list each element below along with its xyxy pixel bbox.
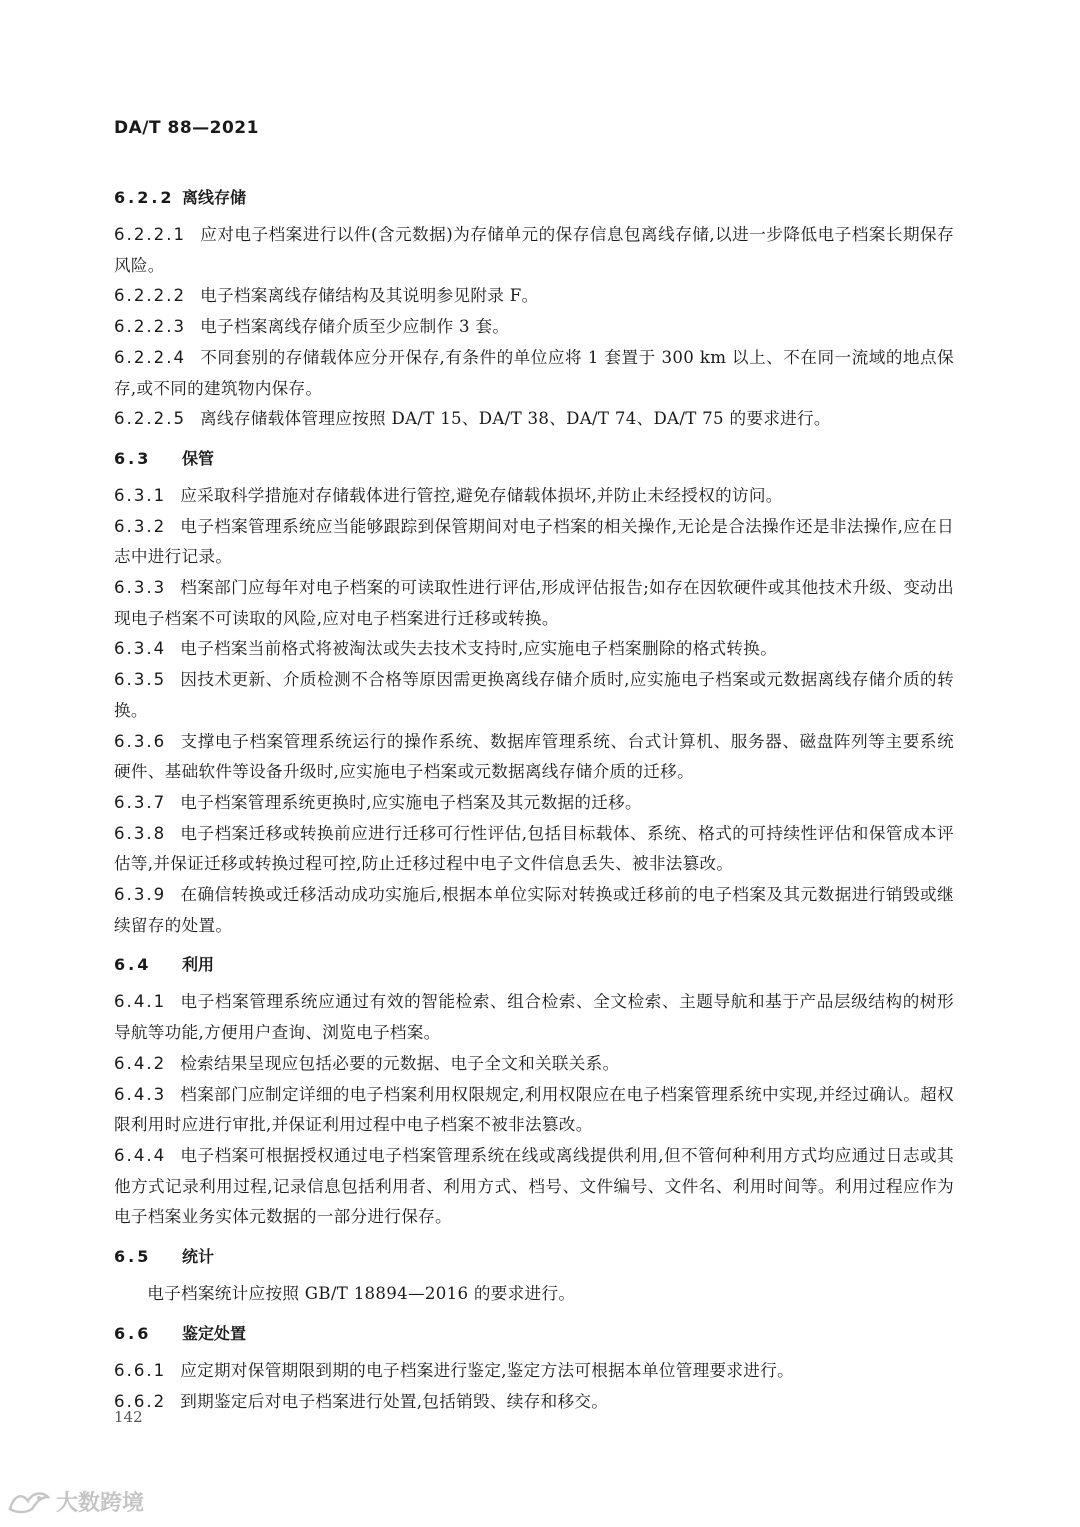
section-heading-6-5 (114, 1239, 954, 1275)
clause-text: 档案部门应制定详细的电子档案利用权限规定,利用权限应在电子档案管理系统中实现,并经过确认。超权限利用时应进行审批,并保证利用过程中电子档案不被非法篡改。 (114, 1084, 954, 1135)
clause-number: 6.3.3 (114, 578, 167, 598)
clause-number: 6.2.2.2 (114, 286, 187, 306)
clause-6-3-2 (114, 512, 954, 573)
clause-6-6-2 (114, 1387, 954, 1418)
clause-text: 档案部门应每年对电子档案的可读取性进行评估,形成评估报告;如存在因软硬件或其他技术升级、变动出现电子档案不可读取的风险,应对电子档案进行迁移或转换。 (114, 578, 954, 628)
clause-number: 6.3.9 (114, 885, 167, 905)
section-title: 保管 (182, 448, 215, 468)
section-number: 6.4 (114, 955, 152, 975)
clause-text: 因技术更新、介质检测不合格等原因需更换离线存储介质时,应实施电子档案或元数据离线存储介质的转换。 (114, 670, 954, 720)
clause-6-4-2 (114, 1049, 954, 1080)
section-heading-6-2-2 (114, 180, 954, 216)
clause-6-2-2-1 (114, 220, 954, 281)
section-number: 6.2.2 (114, 188, 175, 207)
clause-number: 6.6.1 (114, 1360, 167, 1380)
clause-number: 6.3.4 (114, 639, 167, 659)
clause-number: 6.3.2 (114, 516, 167, 536)
clause-text: 不同套别的存储载体应分开保存,有条件的单位应将 1 套置于 300 km 以上、不在同一流域的地点保存,或不同的建筑物内保存。 (114, 347, 954, 398)
clause-text: 应采取科学措施对存储载体进行管控,避免存储载体损坏,并防止未经授权的访问。 (180, 485, 783, 505)
clause-number: 6.2.2.3 (114, 317, 187, 337)
clause-number: 6.2.2.5 (114, 409, 187, 429)
clause-6-3-8 (114, 819, 954, 880)
clause-text: 离线存储载体管理应按照 DA/T 15、DA/T 38、DA/T 74、DA/T 75 的要求进行。 (200, 409, 831, 429)
clause-6-2-2-4 (114, 343, 954, 404)
clause-text: 电子档案管理系统更换时,应实施电子档案及其元数据的迁移。 (180, 792, 642, 812)
clause-number: 6.4.1 (114, 992, 167, 1012)
clause-6-3-7 (114, 788, 954, 819)
clause-6-2-2-3 (114, 312, 954, 343)
clause-text: 应定期对保管期限到期的电子档案进行鉴定,鉴定方法可根据本单位管理要求进行。 (180, 1360, 794, 1380)
clause-6-3-9 (114, 880, 954, 941)
clause-number: 6.2.2.4 (114, 347, 187, 367)
section-number: 6.5 (114, 1247, 152, 1267)
clause-text: 电子档案离线存储介质至少应制作 3 套。 (200, 317, 510, 337)
clause-6-4-4 (114, 1141, 954, 1233)
section-title: 利用 (182, 955, 215, 975)
clause-number: 6.3.5 (114, 670, 167, 690)
clause-text: 电子档案管理系统应当能够跟踪到保管期间对电子档案的相关操作,无论是合法操作还是非法操作,应在日志中进行记录。 (114, 516, 954, 567)
clause-6-3-1 (114, 481, 954, 512)
clause-number: 6.4.2 (114, 1053, 167, 1073)
section-number: 6.6 (114, 1323, 152, 1343)
section-heading-6-4 (114, 947, 954, 983)
section-title: 鉴定处置 (182, 1323, 247, 1343)
clause-6-3-5 (114, 665, 954, 726)
document-body (114, 180, 954, 1417)
section-title: 离线存储 (182, 188, 247, 207)
section-title: 统计 (182, 1247, 215, 1267)
clause-text: 电子档案管理系统应通过有效的智能检索、组合检索、全文检索、主题导航和基于产品层级结构的树形导航等功能,方便用户查询、浏览电子档案。 (114, 992, 954, 1043)
statistics-paragraph: 电子档案统计应按照 GB/T 18894—2016 的要求进行。 (147, 1284, 576, 1304)
clause-text: 电子档案可根据授权通过电子档案管理系统在线或离线提供利用,但不管何种利用方式均应通过日志或其他方式记录利用过程,记录信息包括利用者、利用方式、档号、文件编号、文件名、利用时间等。利用过程应作为电子档案业务实体元数据的一部分进行保存。 (114, 1145, 954, 1227)
watermark-text: 大数跨境 (56, 1491, 145, 1516)
bird-logo-icon (8, 1489, 50, 1515)
section-heading-6-6 (114, 1316, 954, 1352)
clause-text: 电子档案当前格式将被淘汰或失去技术支持时,应实施电子档案删除的格式转换。 (180, 639, 778, 659)
standard-code: DA/T 88—2021 (114, 118, 259, 138)
section-heading-6-3 (114, 441, 954, 477)
clause-number: 6.3.8 (114, 823, 167, 843)
clause-text: 支撑电子档案管理系统运行的操作系统、数据库管理系统、台式计算机、服务器、磁盘阵列等主要系统硬件、基础软件等设备升级时,应实施电子档案或元数据离线存储介质的迁移。 (114, 731, 954, 782)
clause-6-6-1 (114, 1356, 954, 1387)
clause-number: 6.6.2 (114, 1391, 167, 1411)
clause-6-3-3 (114, 573, 954, 634)
clause-number: 6.3.1 (114, 485, 167, 505)
section-number: 6.3 (114, 448, 152, 468)
clause-6-2-2-5 (114, 404, 954, 435)
clause-number: 6.4.3 (114, 1084, 167, 1104)
clause-text: 电子档案迁移或转换前应进行迁移可行性评估,包括目标载体、系统、格式的可持续性评估和保管成本评估等,并保证迁移或转换过程可控,防止迁移过程中电子文件信息丢失、被非法篡改。 (114, 823, 954, 874)
clause-number: 6.2.2.1 (114, 225, 187, 244)
clause-number: 6.4.4 (114, 1145, 167, 1165)
clause-6-4-1 (114, 987, 954, 1048)
page-number: 142 (114, 1408, 143, 1426)
clause-text: 在确信转换或迁移活动成功实施后,根据本单位实际对转换或迁移前的电子档案及其元数据进行销毁或继续留存的处置。 (114, 885, 954, 935)
clause-text: 检索结果呈现应包括必要的元数据、电子全文和关联关系。 (180, 1053, 620, 1073)
clause-6-2-2-2 (114, 281, 954, 312)
clause-text: 电子档案离线存储结构及其说明参见附录 F。 (200, 286, 539, 306)
clause-number: 6.3.7 (114, 792, 167, 812)
clause-text: 到期鉴定后对电子档案进行处置,包括销毁、续存和移交。 (180, 1391, 609, 1411)
clause-6-3-6 (114, 727, 954, 788)
clause-number: 6.3.6 (114, 731, 167, 751)
clause-6-4-3 (114, 1080, 954, 1141)
clause-text: 应对电子档案进行以件(含元数据)为存储单元的保存信息包离线存储,以进一步降低电子档案长期保存风险。 (114, 225, 954, 275)
clause-6-3-4 (114, 634, 954, 665)
watermark (8, 1486, 144, 1517)
